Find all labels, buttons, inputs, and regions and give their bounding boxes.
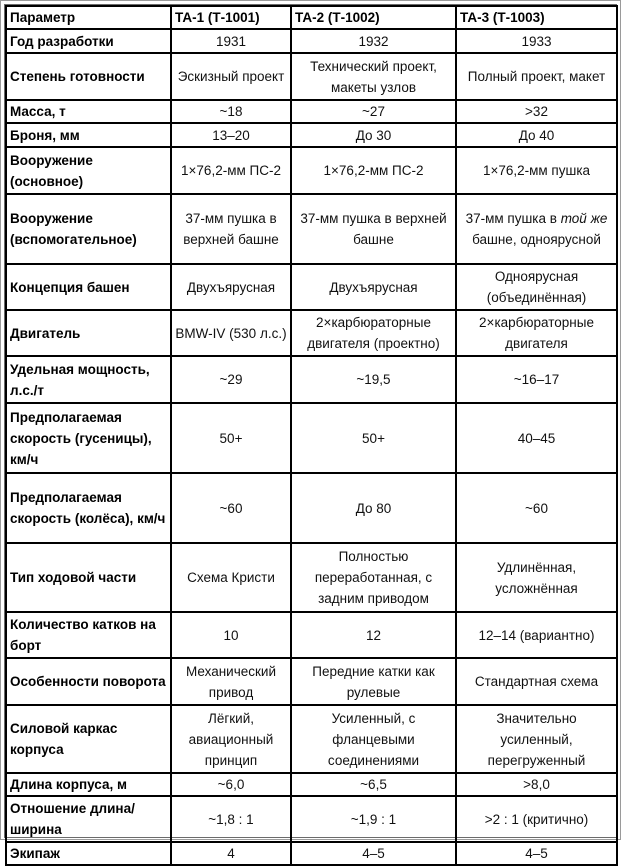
table-row <box>6 147 617 194</box>
cell-ta3: Стандартная схема <box>456 658 617 705</box>
header-ta3: ТА-3 (Т-1003) <box>456 6 617 29</box>
table-row <box>6 310 617 356</box>
table-row <box>6 356 617 403</box>
cell-ta3: 4–5 <box>456 842 617 865</box>
table-row <box>6 842 617 865</box>
cell-ta3: >8,0 <box>456 773 617 796</box>
cell-ta1: Механический привод <box>171 658 291 705</box>
cell-ta1: 37-мм пушка в верхней башне <box>171 194 291 264</box>
cell-ta2: 50+ <box>291 403 456 473</box>
cell-ta2: 2×карбюраторные двигателя (проектно) <box>291 310 456 356</box>
header-parameter: Параметр <box>6 6 171 29</box>
table-row <box>6 612 617 658</box>
row-param: Год разработки <box>6 29 171 53</box>
cell-ta2: 4–5 <box>291 842 456 865</box>
cell-ta3: 12–14 (вариантно) <box>456 612 617 658</box>
cell-ta2: Усиленный, с фланцевыми соединениями <box>291 705 456 773</box>
cell-ta2: Полностью переработанная, с задним приводом <box>291 543 456 612</box>
header-ta1: ТА-1 (Т-1001) <box>171 6 291 29</box>
table-row <box>6 658 617 705</box>
row-param: Вооружение (вспомогательное) <box>6 194 171 264</box>
table-row <box>6 123 617 147</box>
cell-ta1: 10 <box>171 612 291 658</box>
row-param: Силовой каркас корпуса <box>6 705 171 773</box>
cell-ta2: 12 <box>291 612 456 658</box>
cell-ta3: ~60 <box>456 473 617 543</box>
cell-ta1: ~60 <box>171 473 291 543</box>
cell-ta1: 13–20 <box>171 123 291 147</box>
italic-text: же <box>590 211 608 226</box>
header-row <box>6 6 617 29</box>
row-param: Концепция башен <box>6 264 171 310</box>
row-param: Длина корпуса, м <box>6 773 171 796</box>
cell-ta1: 4 <box>171 842 291 865</box>
table-row <box>6 543 617 612</box>
cell-ta3: >2 : 1 (критично) <box>456 796 617 842</box>
cell-ta1: ~1,8 : 1 <box>171 796 291 842</box>
cell-ta3: >32 <box>456 100 617 123</box>
cell-ta2: 1×76,2-мм ПС-2 <box>291 147 456 194</box>
cell-ta1: Схема Кристи <box>171 543 291 612</box>
row-param: Удельная мощность, л.с./т <box>6 356 171 403</box>
row-param: Масса, т <box>6 100 171 123</box>
row-param: Тип ходовой части <box>6 543 171 612</box>
row-param: Количество катков на борт <box>6 612 171 658</box>
row-param: Отношение длина/ширина <box>6 796 171 842</box>
cell-ta3: ~16–17 <box>456 356 617 403</box>
table-row <box>6 473 617 543</box>
table-row <box>6 705 617 773</box>
cell-ta2: ~19,5 <box>291 356 456 403</box>
cell-ta2: 1932 <box>291 29 456 53</box>
cell-ta1: 50+ <box>171 403 291 473</box>
row-param: Предполагаемая скорость (колёса), км/ч <box>6 473 171 543</box>
cell-ta3: 40–45 <box>456 403 617 473</box>
cell-ta2: 37-мм пушка в верхней башне <box>291 194 456 264</box>
row-param: Вооружение (основное) <box>6 147 171 194</box>
cell-ta1: 1931 <box>171 29 291 53</box>
italic-text: той <box>560 211 587 226</box>
cell-ta2: ~6,5 <box>291 773 456 796</box>
table-row <box>6 773 617 796</box>
cell-ta3: 1933 <box>456 29 617 53</box>
table-row <box>6 29 617 53</box>
cell-ta2: ~1,9 : 1 <box>291 796 456 842</box>
cell-ta3: Одноярусная (объединённая) <box>456 264 617 310</box>
cell-ta3: 2×карбюраторные двигателя <box>456 310 617 356</box>
cell-ta3: Значительно усиленный, перегруженный <box>456 705 617 773</box>
cell-ta1: ~29 <box>171 356 291 403</box>
cell-ta1: Двухъярусная <box>171 264 291 310</box>
tank-comparison-table <box>5 5 618 866</box>
cell-ta3: Удлинённая, усложнённая <box>456 543 617 612</box>
cell-ta2: ~27 <box>291 100 456 123</box>
cell-ta3: До 40 <box>456 123 617 147</box>
cell-ta1: ~6,0 <box>171 773 291 796</box>
text-part: башне, одноярусной <box>472 232 601 247</box>
row-param: Броня, мм <box>6 123 171 147</box>
table-row <box>6 100 617 123</box>
cell-ta2: До 80 <box>291 473 456 543</box>
cell-ta3 <box>456 194 617 264</box>
header-ta2: ТА-2 (Т-1002) <box>291 6 456 29</box>
cell-ta1: 1×76,2-мм ПС-2 <box>171 147 291 194</box>
table-row <box>6 264 617 310</box>
cell-ta2: Двухъярусная <box>291 264 456 310</box>
table-row <box>6 194 617 264</box>
row-param: Предполагаемая скорость (гусеницы), км/ч <box>6 403 171 473</box>
cell-ta2: До 30 <box>291 123 456 147</box>
cell-ta2: Передние катки как рулевые <box>291 658 456 705</box>
table-row <box>6 53 617 100</box>
cell-ta1: BMW-IV (530 л.с.) <box>171 310 291 356</box>
row-param: Особенности поворота <box>6 658 171 705</box>
table-row <box>6 403 617 473</box>
cell-ta3: 1×76,2-мм пушка <box>456 147 617 194</box>
cell-ta3: Полный проект, макет <box>456 53 617 100</box>
cell-ta1: Эскизный проект <box>171 53 291 100</box>
table-row <box>6 796 617 842</box>
row-param: Двигатель <box>6 310 171 356</box>
text-part: 37-мм пушка в <box>465 211 561 226</box>
cell-ta1: Лёгкий, авиационный принцип <box>171 705 291 773</box>
row-param: Экипаж <box>6 842 171 865</box>
row-param: Степень готовности <box>6 53 171 100</box>
cell-ta1: ~18 <box>171 100 291 123</box>
cell-ta2: Технический проект, макеты узлов <box>291 53 456 100</box>
